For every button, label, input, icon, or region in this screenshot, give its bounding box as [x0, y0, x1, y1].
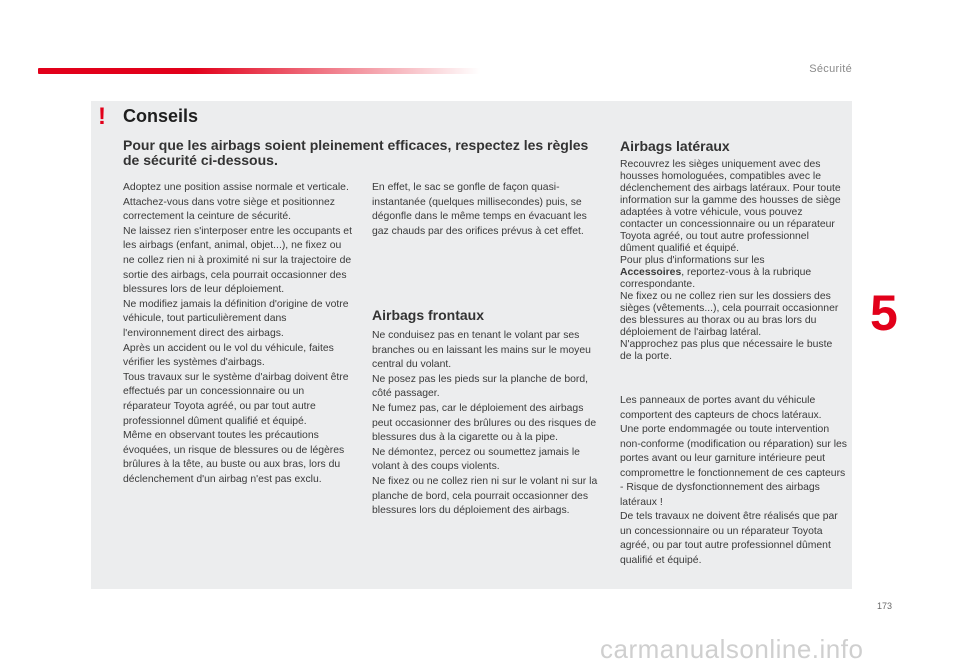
deployment-explanation — [372, 181, 598, 239]
side-sensors-text — [620, 394, 848, 568]
advice-paragraph: Ne fixez ou ne collez rien ni sur le volant ni sur la planche de bord, cela pourrait occasionner des blessures lors du déploiement des airbags. — [372, 475, 598, 517]
advice-paragraph: Tous travaux sur le système d'airbag doivent être effectués par un concessionnaire ou un réparateur Toyota agréé, ou par tout autre professionnel dûment qualifié et équipé. — [123, 371, 349, 427]
advice-paragraph: Après un accident ou le vol du véhicule, faites vérifier les systèmes d'airbags. — [123, 342, 334, 369]
advice-paragraph: Ne fumez pas, car le déploiement des airbags peut occasionner des brûlures ou des risques de blessures dus à la cigarette ou à la pipe. — [372, 402, 597, 444]
accessories-ref-before: Pour plus d'informations sur les — [620, 255, 765, 266]
advice-paragraph: Recouvrez les sièges uniquement avec des housses homologuées, compatibles avec le déclenchement des airbags latéraux. Pour toute information sur la gamme des housses de siège adaptées à votre véhicule, vous pouvez contacter un concessionnaire ou un réparateur Toyota agréé, ou tout autre professionnel dûment qualifié et équipé. — [620, 159, 841, 254]
accessories-ref-link: Accessoires — [620, 267, 682, 278]
header-accent-bar — [38, 68, 480, 74]
advice-paragraph — [620, 255, 844, 291]
advice-paragraph: Attachez-vous dans votre siège et positionnez correctement la ceinture de sécurité. — [123, 196, 335, 223]
advice-paragraph: Ne modifiez jamais la définition d'origine de votre véhicule, tout particulièrement dans l'environnement direct des airbags. — [123, 298, 349, 339]
advice-paragraph: Une porte endommagée ou toute intervention non-conforme (modification ou réparation) sur les portes avant ou leur garniture intérieure peut compromettre le fonctionnement de ces capteurs - Risque de dysfonctionnement des airbags latéraux ! — [620, 424, 847, 508]
advice-paragraph: N'approchez pas plus que nécessaire le buste de la porte. — [620, 339, 833, 362]
advice-paragraph: Ne fixez ou ne collez rien sur les dossiers des sièges (vêtements...), cela pourrait occasionner des blessures au thorax ou au bras lors du déploiement de l'airbag latéral. — [620, 291, 839, 338]
advice-paragraph: Même en observant toutes les précautions évoquées, un risque de blessures ou de légères brûlures à la tête, au buste ou aux bras, lors du déclenchement d'un airbag n'est pas exclu. — [123, 430, 345, 485]
advice-paragraph: Ne posez pas les pieds sur la planche de bord, côté passager. — [372, 373, 589, 400]
section-label: Sécurité — [809, 63, 852, 75]
advice-paragraph: Ne laissez rien s'interposer entre les occupants et les airbags (enfant, animal, objet...), ne fixez ou ne collez rien ni à proximité ni sur la trajectoire de sortie des airbags, cela pourrait occasionner des blessures lors de leur déploiement. — [123, 225, 352, 296]
advice-paragraph: Adoptez une position assise normale et verticale. — [123, 182, 349, 193]
frontal-airbags-heading: Airbags frontaux — [372, 307, 485, 323]
advice-paragraph: De tels travaux ne doivent être réalisés que par un concessionnaire ou un réparateur Toyota agréé, ou par tout autre professionnel dûment qualifié et équipé. — [620, 511, 838, 566]
advice-paragraph: Ne démontez, percez ou soumettez jamais le volant à des coups violents. — [372, 446, 580, 473]
chapter-number: 5 — [870, 285, 898, 341]
advice-paragraph: Les panneaux de portes avant du véhicule comportent des capteurs de chocs latéraux. — [620, 395, 822, 421]
general-advice-text — [123, 181, 355, 487]
side-airbags-heading: Airbags latéraux — [620, 138, 730, 154]
advice-paragraph: Ne conduisez pas en tenant le volant par ses branches ou en laissant les mains sur le moyeu central du volant. — [372, 330, 591, 371]
panel-title: Conseils — [123, 106, 199, 126]
accessories-ref-after: , reportez-vous à la rubrique correspondante. — [620, 267, 812, 290]
advice-paragraph: En effet, le sac se gonfle de façon quasi-instantanée (quelques millisecondes) puis, se dégonfle dans le même temps en évacuant les gaz chauds par des orifices prévus à cet effet. — [372, 182, 587, 237]
panel-intro: Pour que les airbags soient pleinement efficaces, respectez les règles de sécurité ci-dessous. — [123, 137, 589, 168]
frontal-airbags-text — [372, 329, 598, 519]
warning-icon: ! — [98, 103, 106, 130]
page-number: 173 — [877, 601, 893, 611]
side-airbags-text — [620, 159, 844, 363]
watermark-logo: carmanualsonline.info — [600, 634, 864, 664]
